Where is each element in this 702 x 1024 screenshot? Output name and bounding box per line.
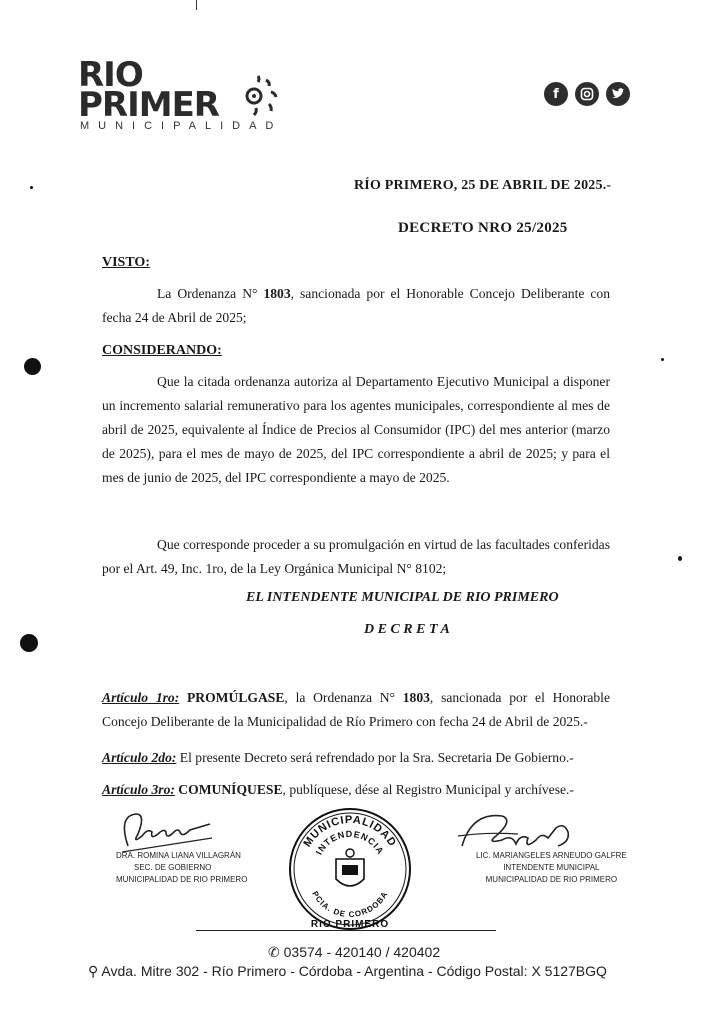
footer-phone-number: 03574 - 420140 / 420402 xyxy=(283,944,441,960)
right-signature-block xyxy=(476,850,627,886)
article-3-bold: COMUNÍQUESE xyxy=(178,782,283,797)
considerando-paragraph-1: Que la citada ordenanza autoriza al Departamento Ejecutivo Municipal a disponer un incremento salarial remunerativo para los agentes municipales, correspondiente al mes de abril de 2025, equivalente al Índice de Precios al Consumidor (IPC) del mes anterior (marzo de 2025), para el mes de mayo de 2025, del IPC correspondiente a abril de 2025; y para el mes de junio de 2025, del IPC correspondiente a mayo de 2025. xyxy=(102,374,610,485)
municipal-seal-stamp xyxy=(286,805,414,933)
right-signatory-org: MUNICIPALIDAD DE RIO PRIMERO xyxy=(485,875,618,884)
article-1-label: Artículo 1ro: xyxy=(102,690,180,705)
article-1 xyxy=(102,686,610,734)
article-3-label: Artículo 3ro: xyxy=(102,782,175,797)
visto-heading: VISTO: xyxy=(102,255,150,270)
footer-address-text: Avda. Mitre 302 - Río Primero - Córdoba - Argentina - Código Postal: X 5127BGQ xyxy=(101,963,607,979)
visto-text-pre: La Ordenanza N° xyxy=(157,286,264,301)
article-2 xyxy=(102,746,610,770)
decree-title: DECRETO NRO 25/2025 xyxy=(398,220,568,236)
logo-text-line2: PRIMER xyxy=(78,85,219,125)
scan-mark xyxy=(196,0,197,10)
visto-ordinance-number: 1803 xyxy=(263,286,291,301)
stamp-bottom-text-2: RIO PRIMERO xyxy=(310,919,390,930)
social-icons xyxy=(544,82,634,108)
footer-phone xyxy=(268,944,440,961)
logo-text-line1: RIO xyxy=(78,55,143,95)
stamp-bottom-text-1: PCIA. DE CORDOBA xyxy=(310,889,390,920)
twitter-icon xyxy=(606,82,630,106)
logo-subtitle: MUNICIPALIDAD xyxy=(80,120,283,132)
footer-divider xyxy=(196,930,496,931)
visto-paragraph xyxy=(102,282,610,330)
right-signatory-name: LIC. MARIANGELES ARNEUDO GALFRE xyxy=(476,851,627,860)
article-1-number: 1803 xyxy=(402,690,430,705)
considerando-paragraph-2: Que corresponde proceder a su promulgación en virtud de las facultades conferidas por el Art. 49, Inc. 1ro, de la Ley Orgánica Municipal N° 8102; xyxy=(102,537,610,576)
location-pin-icon: ⚲ xyxy=(88,963,99,979)
scan-speck xyxy=(678,556,682,561)
facebook-icon: f xyxy=(544,82,568,106)
stamp-inner-text: INTENDENCIA xyxy=(313,828,387,857)
phone-icon: ✆ xyxy=(268,944,280,960)
article-1-text: , la Ordenanza N° xyxy=(284,690,403,705)
decreta-heading: D E C R E T A xyxy=(364,622,450,637)
intendente-heading: EL INTENDENTE MUNICIPAL DE RIO PRIMERO xyxy=(246,590,559,605)
left-signatory-org: MUNICIPALIDAD DE RIO PRIMERO xyxy=(116,875,248,884)
logo-sun-icon xyxy=(236,72,282,118)
article-1-text2: , sancionada por el Honorable Concejo Deliberante de la Municipalidad de Río Primero con fecha 24 de Abril de 2025.- xyxy=(102,690,610,729)
article-2-label: Artículo 2do: xyxy=(102,750,177,765)
left-signature-block xyxy=(116,850,247,886)
left-signatory-name: DRA. ROMINA LIANA VILLAGRÁN xyxy=(116,851,241,860)
footer-address xyxy=(88,963,607,980)
visto-text-post: , sancionada por el Honorable Concejo Deliberante con fecha 24 de Abril de 2025; xyxy=(102,286,610,325)
article-3 xyxy=(102,778,610,802)
scan-speck xyxy=(30,186,33,189)
stamp-top-text: MUNICIPALIDAD xyxy=(301,813,399,850)
document-date: RÍO PRIMERO, 25 DE ABRIL DE 2025.- xyxy=(354,178,612,193)
scan-speck xyxy=(661,358,664,361)
binder-hole-bottom xyxy=(20,634,38,652)
right-signatory-role: INTENDENTE MUNICIPAL xyxy=(503,863,600,872)
left-signatory-role: SEC. DE GOBIERNO xyxy=(134,863,212,872)
left-signature-scribble xyxy=(110,806,220,856)
considerando-heading: CONSIDERANDO: xyxy=(102,343,222,358)
article-2-text: El presente Decreto será refrendado por la Sra. Secretaria De Gobierno.- xyxy=(176,750,574,765)
instagram-icon xyxy=(575,82,599,106)
binder-hole-top xyxy=(24,358,41,375)
article-3-text: , publíquese, dése al Registro Municipal y archívese.- xyxy=(282,782,574,797)
article-1-bold: PROMÚLGASE xyxy=(186,690,285,705)
